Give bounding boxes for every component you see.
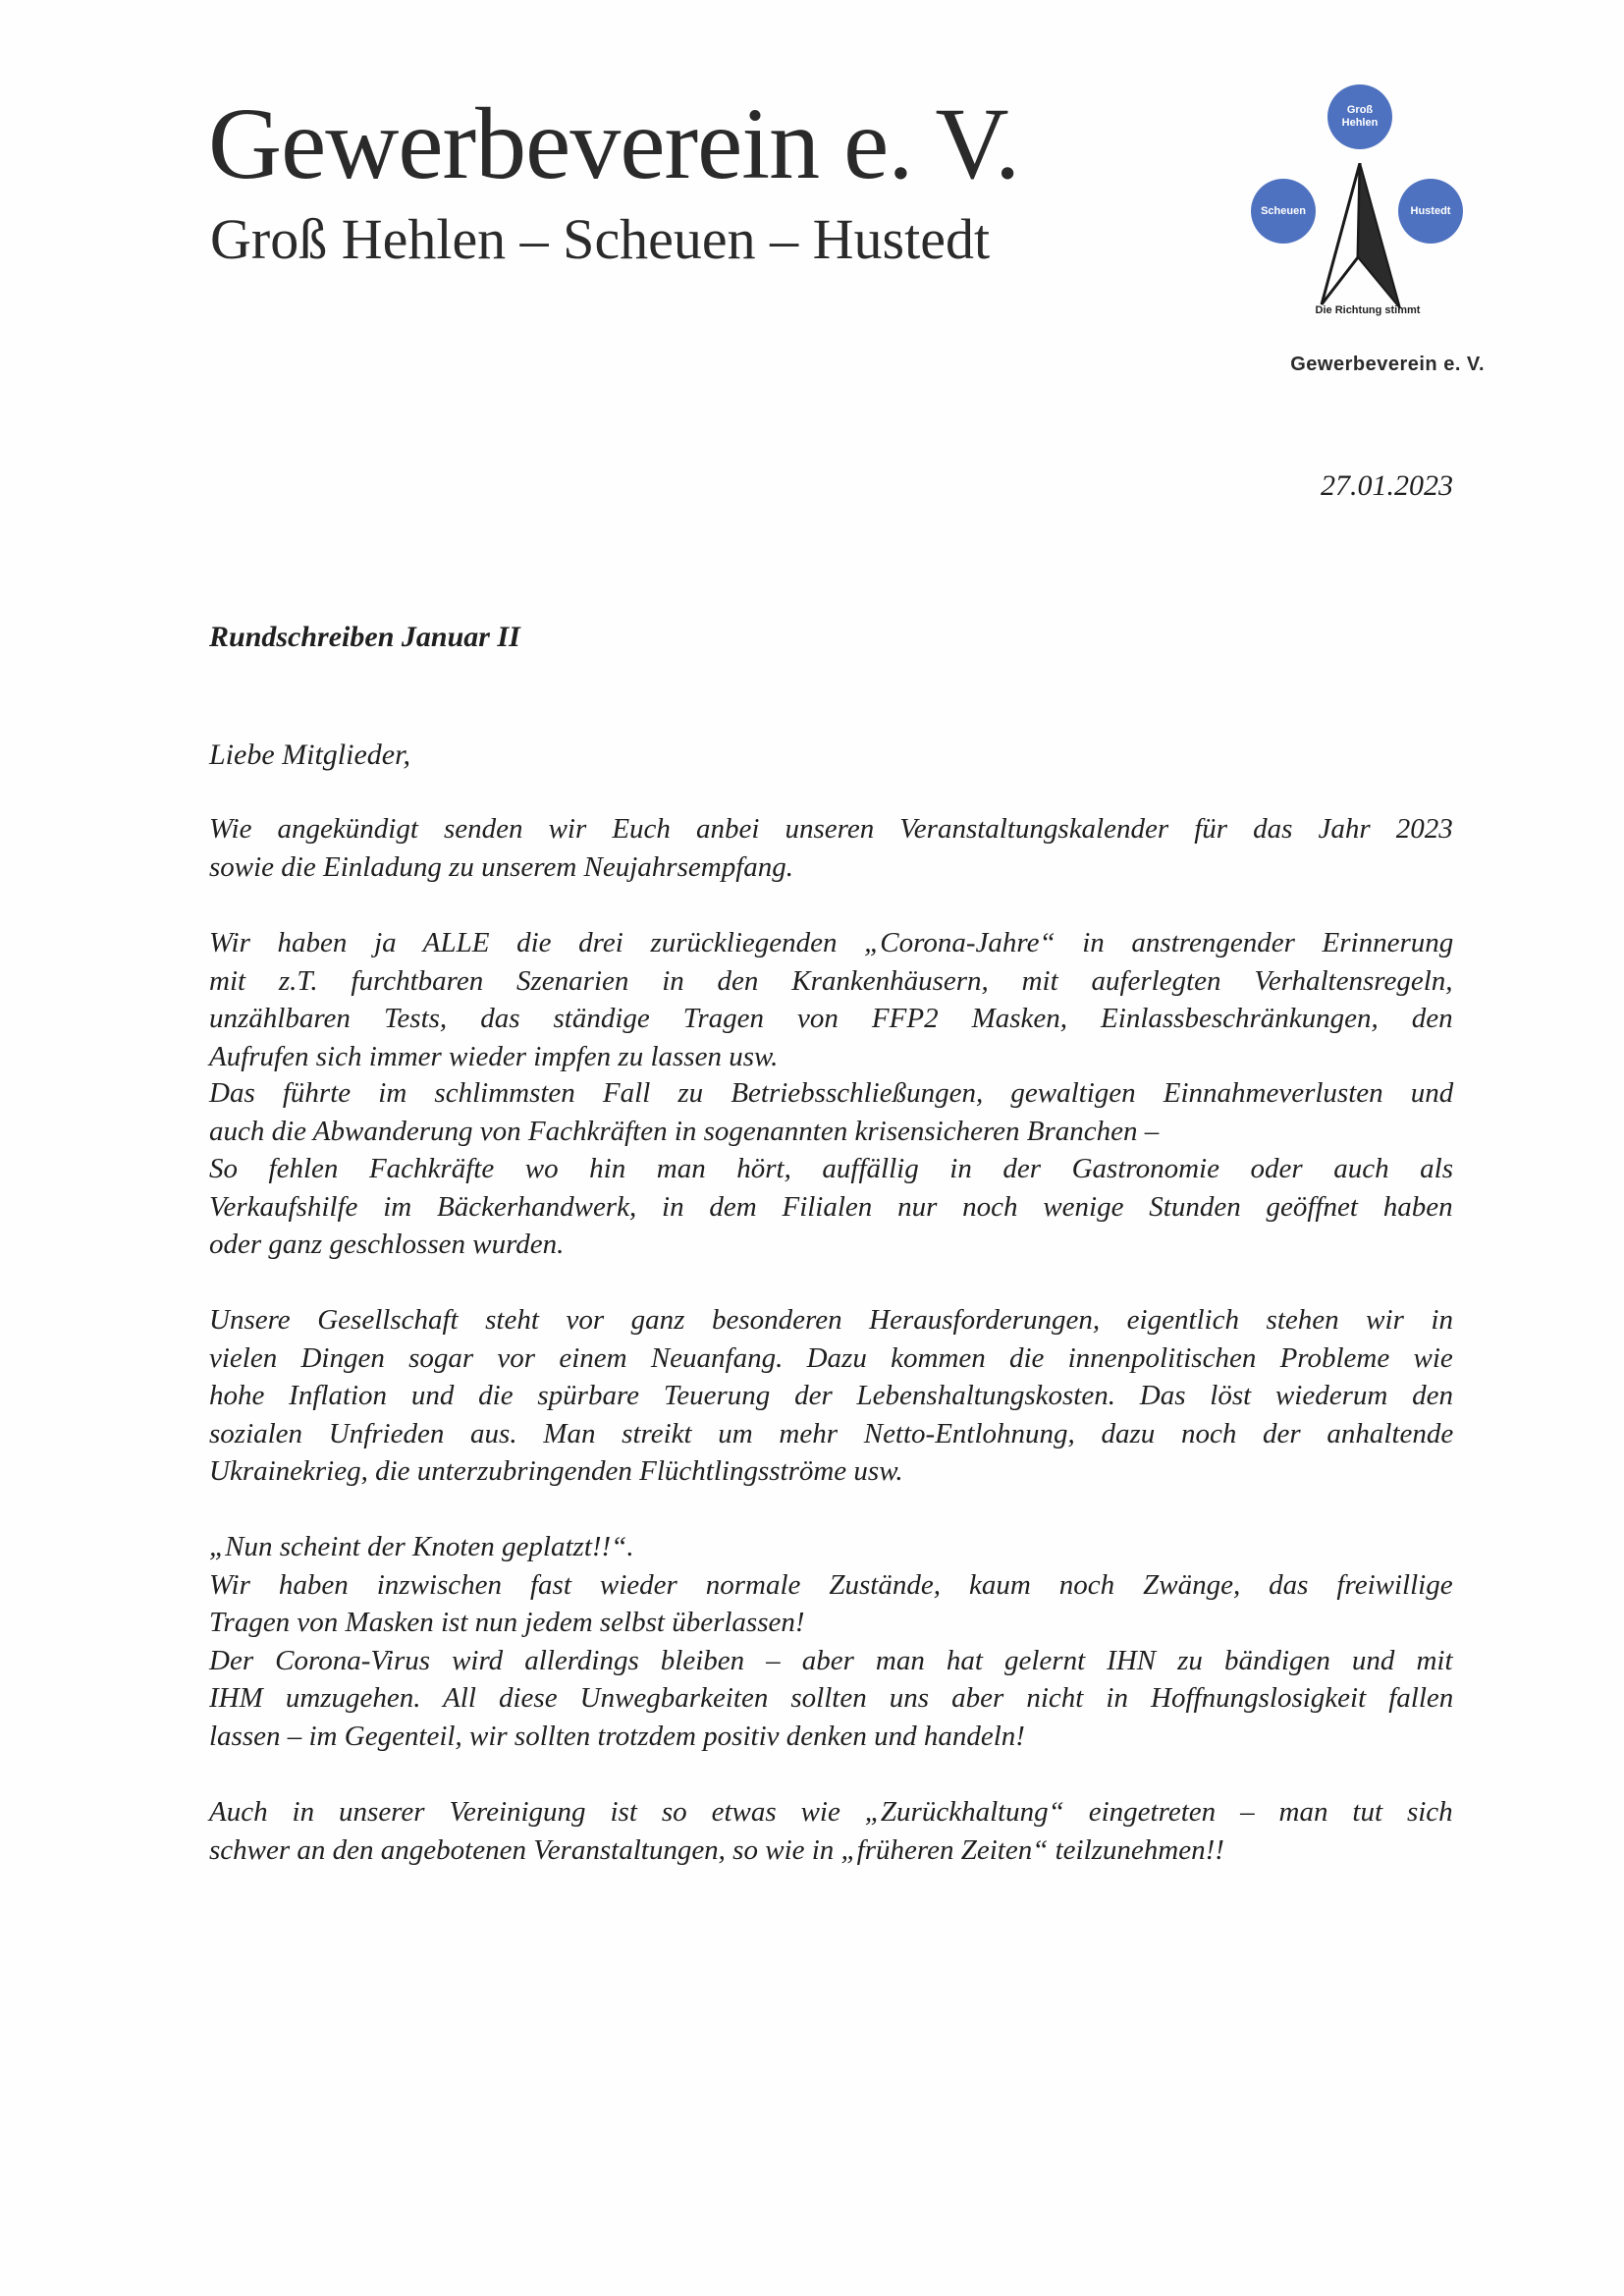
text-line: vielen Dingen sogar vor einem Neuanfang. Dazu kommen die innenpolitischen Probleme wie <box>209 1341 1453 1374</box>
letterhead-title: Gewerbeverein e. V. <box>208 87 1020 200</box>
logo-circle-gross-hehlen <box>1327 84 1392 149</box>
text-line: hohe Inflation und die spürbare Teuerung der Lebenshaltungskosten. Das löst wiederum den <box>209 1380 1454 1411</box>
text-line: auch die Abwanderung von Fachkräften in sogenannten krisensicheren Branchen – <box>209 1115 1160 1147</box>
text-line: sowie die Einladung zu unserem Neujahrsempfang. <box>209 850 793 883</box>
paragraph-2 <box>209 924 1453 1075</box>
text-line: sozialen Unfrieden aus. Man streikt um mehr Netto-Entlohnung, dazu noch der anhaltende <box>209 1417 1454 1449</box>
paragraph-6 <box>209 1793 1453 1869</box>
text-line: unzählbaren Tests, das ständige Tragen von FFP2 Masken, Einlassbeschränkungen, den <box>209 1003 1453 1034</box>
logo-org-name: Gewerbeverein e. V. <box>1290 354 1485 375</box>
text-line: Wir haben inzwischen fast wieder normale Zustände, kaum noch Zwänge, das freiwillige <box>209 1568 1453 1601</box>
letter-subject: Rundschreiben Januar II <box>209 621 520 653</box>
text-line: So fehlen Fachkräfte wo hin man hört, auffällig in der Gastronomie oder auch als <box>209 1153 1454 1184</box>
text-line: IHM umzugehen. All diese Unwegbarkeiten sollten uns aber nicht in Hoffnungslosigkeit fallen <box>209 1682 1454 1714</box>
text-line: Auch in unserer Vereinigung ist so etwas wie „Zurückhaltung“ eingetreten – man tut sich <box>209 1796 1453 1828</box>
logo-slogan: Die Richtung stimmt <box>1315 304 1421 316</box>
text-line: Tragen von Masken ist nun jedem selbst überlassen! <box>209 1607 805 1638</box>
text-line: Wie angekündigt senden wir Euch anbei unseren Veranstaltungskalender für das Jahr 2023 <box>209 813 1453 845</box>
text-line: Unsere Gesellschaft steht vor ganz besonderen Herausforderungen, eigentlich stehen wir in <box>209 1304 1453 1336</box>
paragraph-3 <box>209 1074 1453 1264</box>
paragraph-4 <box>209 1301 1453 1491</box>
text-line: Wir haben ja ALLE die drei zurückliegenden „Corona-Jahre“ in anstrengender Erinnerung <box>209 927 1454 958</box>
paragraph-1 <box>209 810 1453 886</box>
logo-circle-label: Hustedt <box>1410 204 1451 217</box>
text-line: Aufrufen sich immer wieder impfen zu lassen usw. <box>209 1040 779 1072</box>
text-line: oder ganz geschlossen wurden. <box>209 1229 565 1260</box>
logo-circle-scheuen <box>1251 179 1316 244</box>
text-line: Ukrainekrieg, die unterzubringenden Flüchtlingsströme usw. <box>209 1455 903 1487</box>
text-line: Verkaufshilfe im Bäckerhandwerk, in dem Filialen nur noch wenige Stunden geöffnet haben <box>209 1190 1453 1223</box>
logo-circle-label: Groß Hehlen <box>1341 104 1379 129</box>
text-line: mit z.T. furchtbaren Szenarien in den Krankenhäusern, mit auferlegten Verhaltensregeln, <box>209 964 1453 997</box>
letterhead-subtitle: Groß Hehlen – Scheuen – Hustedt <box>210 207 991 271</box>
letter-greeting: Liebe Mitglieder, <box>209 738 410 771</box>
text-line: Das führte im schlimmsten Fall zu Betriebsschließungen, gewaltigen Einnahmeverlusten und <box>209 1077 1454 1109</box>
direction-arrow-icon <box>1314 163 1412 310</box>
text-line: Der Corona-Virus wird allerdings bleiben – aber man hat gelernt IHN zu bändigen und mit <box>209 1644 1453 1676</box>
text-line: „Nun scheint der Knoten geplatzt!!“. <box>209 1531 634 1562</box>
association-logo <box>1237 77 1492 391</box>
logo-circle-label: Scheuen <box>1261 204 1306 217</box>
text-line: schwer an den angebotenen Veranstaltungen, so wie in „früheren Zeiten“ teilzunehmen!! <box>209 1833 1224 1866</box>
paragraph-5 <box>209 1528 1453 1755</box>
text-line: lassen – im Gegenteil, wir sollten trotzdem positiv denken und handeln! <box>209 1720 1025 1752</box>
letter-date: 27.01.2023 <box>1321 469 1453 502</box>
